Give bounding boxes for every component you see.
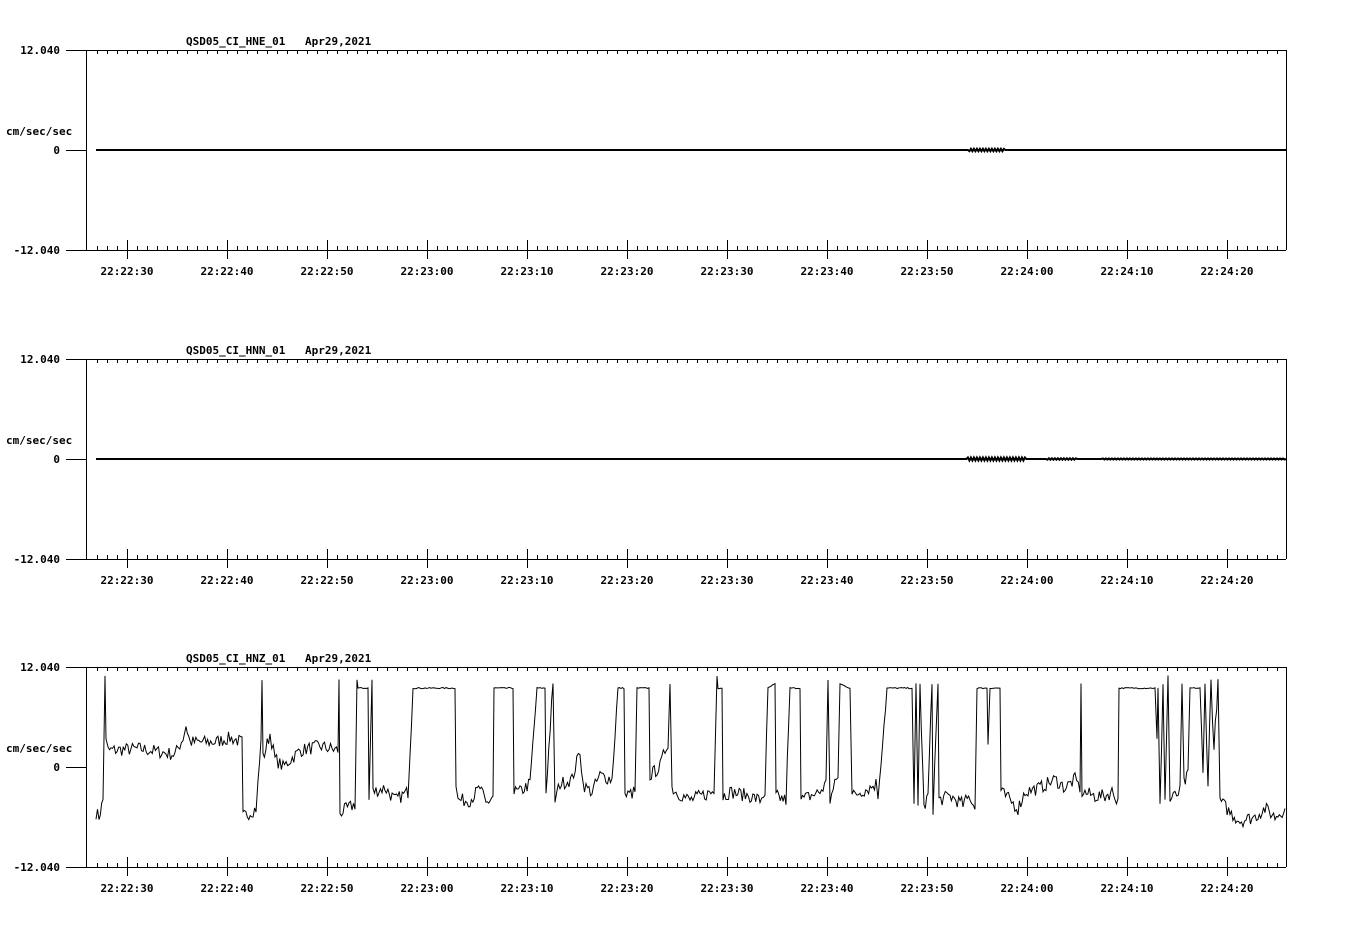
y-tick-label-zero: 0 — [53, 453, 60, 466]
trace-panel-2 — [6, 652, 1287, 895]
waveform-trace — [96, 676, 1285, 827]
x-tick-label: 22:24:00 — [1000, 265, 1054, 278]
x-tick-label: 22:23:10 — [500, 265, 554, 278]
x-tick-label: 22:23:40 — [800, 882, 854, 895]
x-tick-label: 22:24:20 — [1200, 882, 1254, 895]
x-tick-label: 22:22:50 — [300, 265, 354, 278]
y-axis-label: cm/sec/sec — [6, 434, 73, 447]
x-tick-label: 22:22:30 — [100, 265, 154, 278]
x-tick-label: 22:23:50 — [900, 265, 954, 278]
x-tick-label: 22:22:50 — [300, 882, 354, 895]
x-tick-label: 22:23:30 — [700, 574, 754, 587]
trace-title: QSD05_CI_HNN_01 — [186, 344, 286, 357]
x-tick-label: 22:23:20 — [600, 265, 654, 278]
trace-title: QSD05_CI_HNZ_01 — [186, 652, 286, 665]
x-tick-label: 22:23:20 — [600, 882, 654, 895]
x-tick-label: 22:23:10 — [500, 574, 554, 587]
x-tick-label: 22:23:50 — [900, 574, 954, 587]
x-tick-label: 22:24:10 — [1100, 265, 1154, 278]
x-tick-label: 22:22:40 — [200, 574, 254, 587]
x-tick-label: 22:24:20 — [1200, 574, 1254, 587]
waveform-trace — [96, 149, 1286, 151]
x-tick-label: 22:24:10 — [1100, 882, 1154, 895]
trace-panel-1 — [6, 344, 1287, 587]
waveform-trace — [96, 458, 1286, 461]
x-tick-label: 22:23:00 — [400, 265, 454, 278]
trace-date: Apr29,2021 — [305, 344, 372, 357]
x-tick-label: 22:22:40 — [200, 882, 254, 895]
trace-panel-0 — [6, 35, 1287, 278]
x-tick-label: 22:23:30 — [700, 265, 754, 278]
x-tick-label: 22:23:50 — [900, 882, 954, 895]
y-tick-label-zero: 0 — [53, 144, 60, 157]
x-tick-label: 22:23:40 — [800, 574, 854, 587]
x-tick-label: 22:23:30 — [700, 882, 754, 895]
x-tick-label: 22:22:50 — [300, 574, 354, 587]
y-tick-label-min: -12.040 — [13, 244, 60, 257]
y-tick-label-max: 12.040 — [20, 44, 60, 57]
x-tick-label: 22:23:20 — [600, 574, 654, 587]
y-tick-label-max: 12.040 — [20, 353, 60, 366]
y-tick-label-min: -12.040 — [13, 861, 60, 874]
x-tick-label: 22:24:20 — [1200, 265, 1254, 278]
x-tick-label: 22:24:00 — [1000, 574, 1054, 587]
x-tick-label: 22:22:30 — [100, 574, 154, 587]
x-tick-label: 22:22:40 — [200, 265, 254, 278]
trace-title: QSD05_CI_HNE_01 — [186, 35, 286, 48]
y-tick-label-max: 12.040 — [20, 661, 60, 674]
y-tick-label-zero: 0 — [53, 761, 60, 774]
x-tick-label: 22:23:10 — [500, 882, 554, 895]
x-tick-label: 22:22:30 — [100, 882, 154, 895]
y-axis-label: cm/sec/sec — [6, 125, 73, 138]
x-tick-label: 22:23:40 — [800, 265, 854, 278]
x-tick-label: 22:23:00 — [400, 574, 454, 587]
y-axis-label: cm/sec/sec — [6, 742, 73, 755]
y-tick-label-min: -12.040 — [13, 553, 60, 566]
x-tick-label: 22:23:00 — [400, 882, 454, 895]
trace-date: Apr29,2021 — [305, 35, 372, 48]
x-tick-label: 22:24:10 — [1100, 574, 1154, 587]
trace-date: Apr29,2021 — [305, 652, 372, 665]
x-tick-label: 22:24:00 — [1000, 882, 1054, 895]
